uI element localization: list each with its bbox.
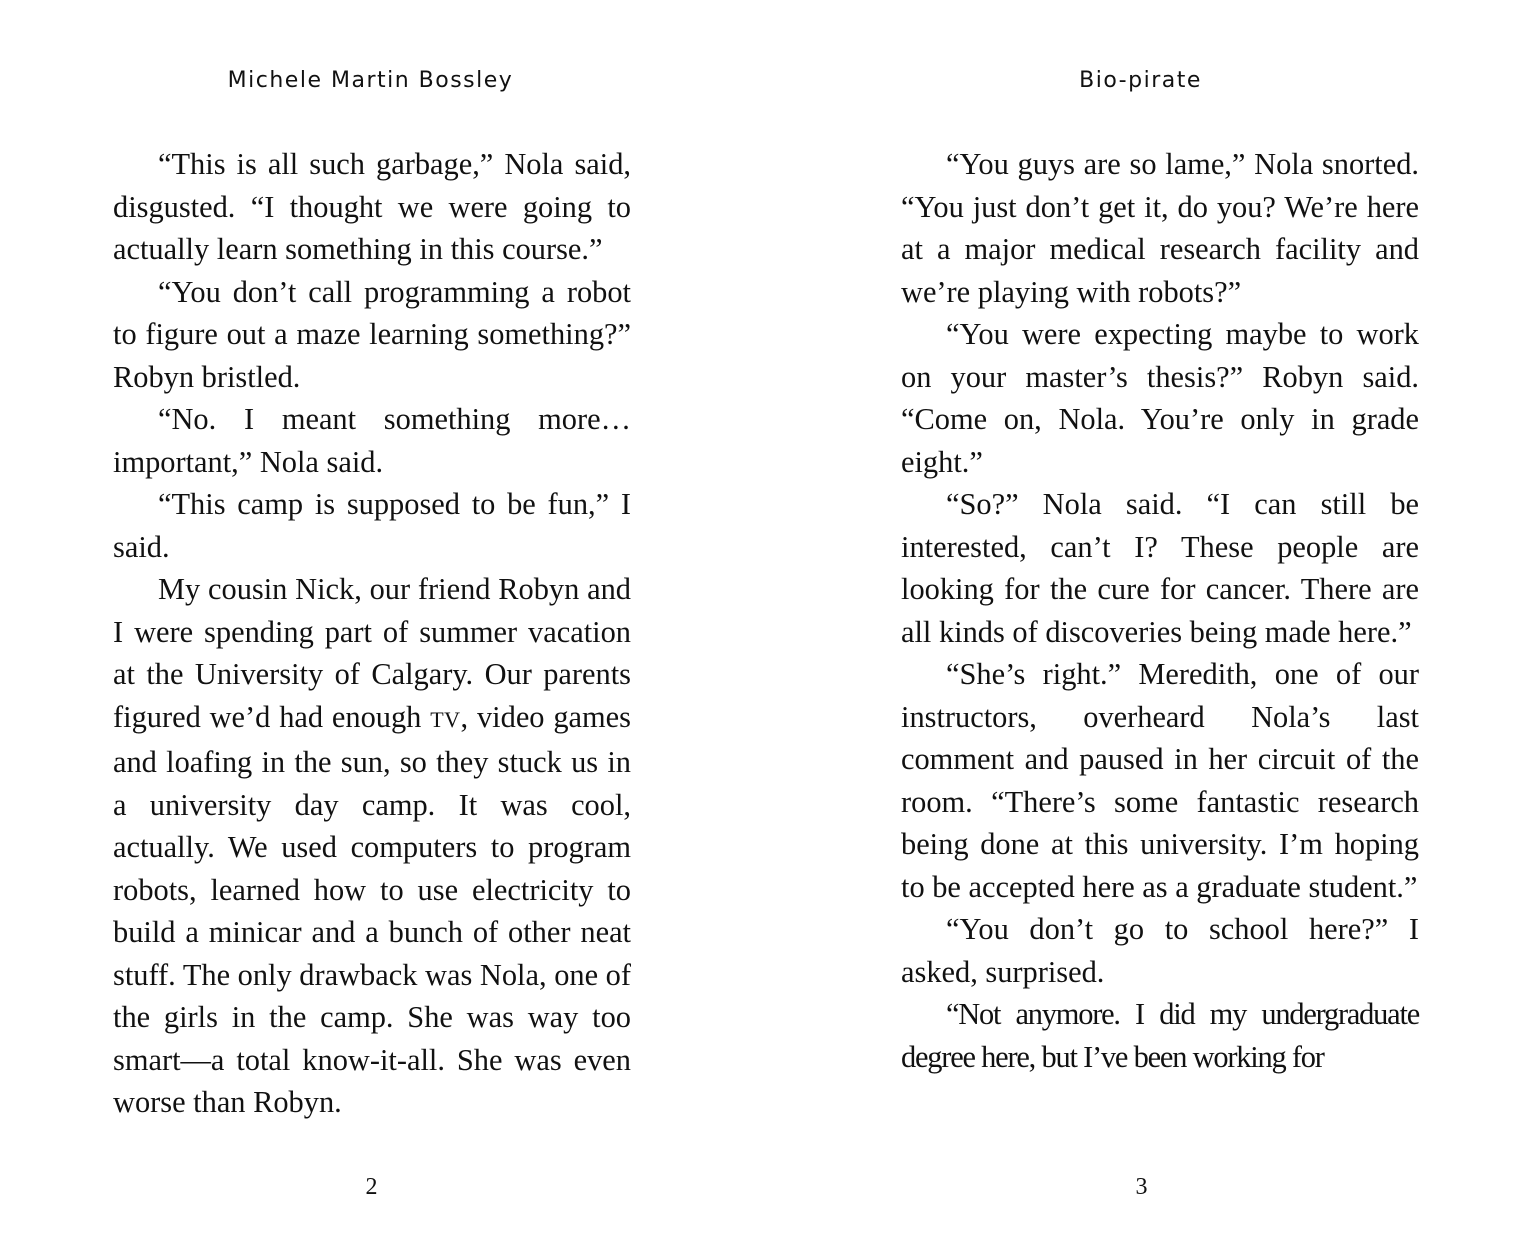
paragraph: “She’s right.” Meredith, one of our instructors, overheard Nola’s last comment and paused in her circuit of the room. “There’s some fantastic research being done at this university. I’m hoping to be accepted here as a graduate student.” bbox=[901, 657, 1419, 904]
abbreviation-tv: TV bbox=[430, 706, 461, 732]
left-page-body bbox=[113, 143, 631, 1124]
paragraph-text: , video games and loafing in the sun, so they stuck us in a university day camp. It was cool, actually. We used computers to program robots, learned how to use electricity to build a minicar and a bunch of other neat stuff. The only drawback was Nola, one of the girls in the camp. She was way too smart—a total know-it-all. She was even worse than Robyn. bbox=[113, 699, 631, 1119]
paragraph bbox=[113, 568, 631, 1124]
paragraph: “You don’t go to school here?” I asked, surprised. bbox=[901, 912, 1419, 989]
paragraph: “No. I meant something more… important,” Nola said. bbox=[113, 402, 631, 479]
right-page bbox=[765, 0, 1530, 1260]
page-number: 2 bbox=[365, 1174, 378, 1200]
paragraph: “This camp is supposed to be fun,” I said. bbox=[113, 487, 631, 564]
paragraph: “You guys are so lame,” Nola snorted. “You just don’t get it, do you? We’re here at a major medical research facility and we’re playing with robots?” bbox=[901, 147, 1419, 309]
paragraph: “Not anymore. I did my undergraduate degree here, but I’ve been working for bbox=[901, 997, 1419, 1074]
paragraph: “So?” Nola said. “I can still be interested, can’t I? These people are looking for the cure for cancer. There are all kinds of discoveries being made here.” bbox=[901, 487, 1419, 649]
right-page-body bbox=[901, 143, 1419, 1078]
paragraph-text: My cousin Nick, our friend Robyn and I were spending part of summer vacation at the University of Calgary. Our parents figured we’d had enough bbox=[113, 572, 631, 734]
running-head-title: Bio-pirate bbox=[1079, 68, 1202, 93]
page-number: 3 bbox=[1135, 1174, 1148, 1200]
paragraph: “You were expecting maybe to work on your master’s thesis?” Robyn said. “Come on, Nola. You’re only in grade eight.” bbox=[901, 317, 1419, 479]
paragraph: “You don’t call programming a robot to figure out a maze learning something?” Robyn bristled. bbox=[113, 274, 631, 394]
running-head-author: Michele Martin Bossley bbox=[227, 68, 514, 93]
paragraph: “This is all such garbage,” Nola said, disgusted. “I thought we were going to actually learn something in this course.” bbox=[113, 147, 631, 266]
